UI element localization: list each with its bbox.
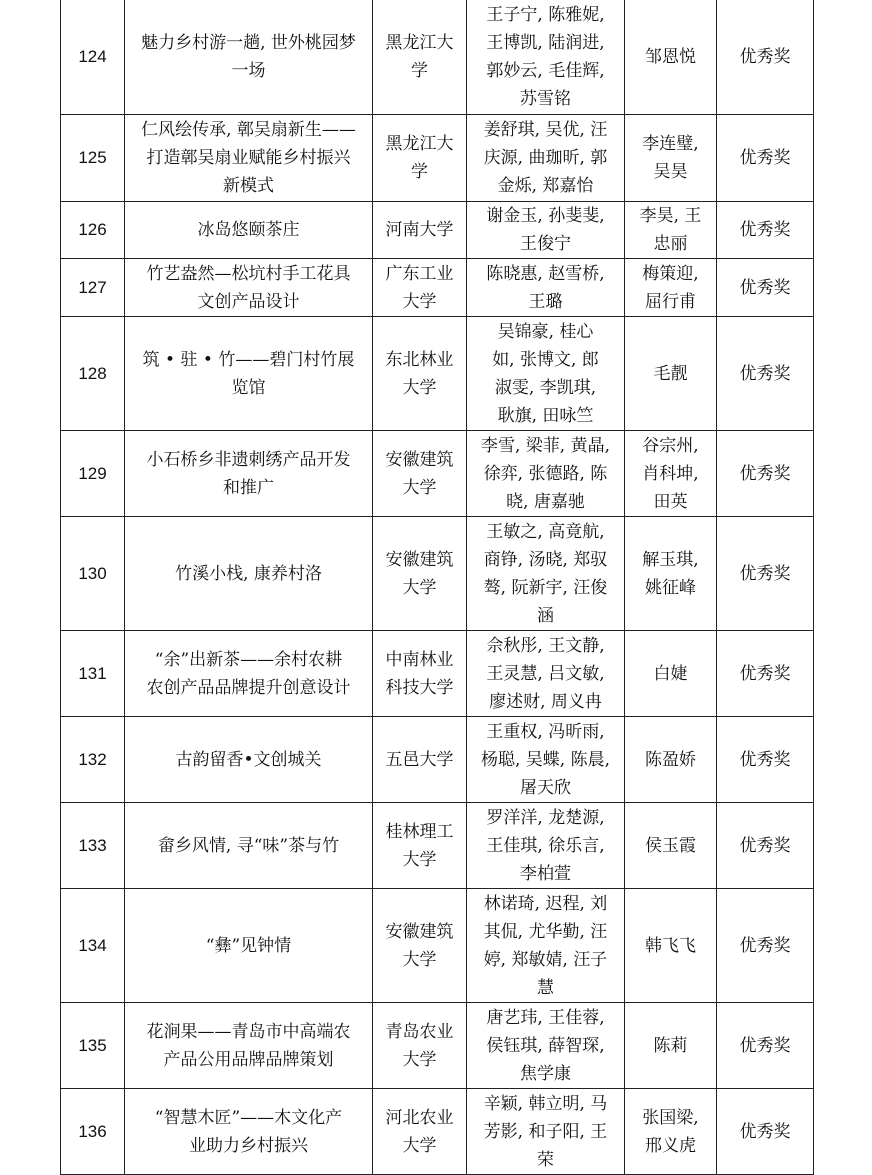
project-title: 仁风绘传承, 鄣吴扇新生—— 打造鄣吴扇业赋能乡村振兴 新模式	[125, 115, 373, 202]
university: 黑龙江大 学	[373, 115, 467, 202]
entry-number: 128	[61, 317, 125, 431]
award-level: 优秀奖	[717, 259, 814, 317]
university: 河北农业 大学	[373, 1089, 467, 1175]
project-title: “智慧木匠”——木文化产 业助力乡村振兴	[125, 1089, 373, 1175]
awards-table	[60, 0, 814, 1175]
advisor: 张国梁, 邢义虎	[625, 1089, 717, 1175]
award-level: 优秀奖	[717, 631, 814, 717]
award-level: 优秀奖	[717, 1089, 814, 1175]
entry-number: 124	[61, 0, 125, 115]
project-title: 畲乡风情, 寻“味”茶与竹	[125, 803, 373, 889]
advisor: 侯玉霞	[625, 803, 717, 889]
team-members: 佘秋彤, 王文静, 王灵慧, 吕文敏, 廖述财, 周义冉	[467, 631, 625, 717]
award-level: 优秀奖	[717, 803, 814, 889]
table-row	[61, 889, 814, 1003]
university: 河南大学	[373, 202, 467, 259]
project-title: 花涧果——青岛市中高端农 产品公用品牌品牌策划	[125, 1003, 373, 1089]
entry-number: 127	[61, 259, 125, 317]
university: 安徽建筑 大学	[373, 431, 467, 517]
table-row	[61, 431, 814, 517]
university: 安徽建筑 大学	[373, 517, 467, 631]
table-row	[61, 717, 814, 803]
advisor: 谷宗州, 肖科坤, 田英	[625, 431, 717, 517]
university: 桂林理工 大学	[373, 803, 467, 889]
team-members: 王重权, 冯昕雨, 杨聪, 吴蝶, 陈晨, 屠天欣	[467, 717, 625, 803]
project-title: “余”出新茶——余村农耕 农创产品品牌提升创意设计	[125, 631, 373, 717]
project-title: 古韵留香•文创城关	[125, 717, 373, 803]
advisor: 解玉琪, 姚征峰	[625, 517, 717, 631]
entry-number: 132	[61, 717, 125, 803]
award-level: 优秀奖	[717, 202, 814, 259]
university: 五邑大学	[373, 717, 467, 803]
team-members: 姜舒琪, 吴优, 汪 庆源, 曲珈昕, 郭 金烁, 郑嘉怡	[467, 115, 625, 202]
award-level: 优秀奖	[717, 317, 814, 431]
project-title: 竹艺盎然—松坑村手工花具 文创产品设计	[125, 259, 373, 317]
entry-number: 133	[61, 803, 125, 889]
table-row	[61, 259, 814, 317]
entry-number: 136	[61, 1089, 125, 1175]
award-level: 优秀奖	[717, 717, 814, 803]
project-title: 魅力乡村游一趟, 世外桃园梦 一场	[125, 0, 373, 115]
award-level: 优秀奖	[717, 431, 814, 517]
table-row	[61, 517, 814, 631]
entry-number: 135	[61, 1003, 125, 1089]
team-members: 罗洋洋, 龙楚源, 王佳琪, 徐乐言, 李柏萱	[467, 803, 625, 889]
award-level: 优秀奖	[717, 0, 814, 115]
award-level: 优秀奖	[717, 115, 814, 202]
table-row	[61, 631, 814, 717]
team-members: 王子宁, 陈雅妮, 王博凯, 陆润进, 郭妙云, 毛佳辉, 苏雪铭	[467, 0, 625, 115]
project-title: 冰岛悠颐茶庄	[125, 202, 373, 259]
project-title: 小石桥乡非遗刺绣产品开发 和推广	[125, 431, 373, 517]
advisor: 毛靓	[625, 317, 717, 431]
team-members: 王敏之, 高竟航, 商铮, 汤晓, 郑驭 骜, 阮新宇, 汪俊 涵	[467, 517, 625, 631]
entry-number: 129	[61, 431, 125, 517]
team-members: 李雪, 梁菲, 黄晶, 徐弈, 张德路, 陈 晓, 唐嘉驰	[467, 431, 625, 517]
entry-number: 130	[61, 517, 125, 631]
advisor: 李昊, 王 忠丽	[625, 202, 717, 259]
team-members: 辛颖, 韩立明, 马 芳影, 和子阳, 王 荣	[467, 1089, 625, 1175]
team-members: 林诺琦, 迟程, 刘 其侃, 尤华勤, 汪 婷, 郑敏婧, 汪子 慧	[467, 889, 625, 1003]
advisor: 李连璧, 吴昊	[625, 115, 717, 202]
table-row	[61, 202, 814, 259]
entry-number: 131	[61, 631, 125, 717]
university: 青岛农业 大学	[373, 1003, 467, 1089]
entry-number: 134	[61, 889, 125, 1003]
table-row	[61, 1089, 814, 1175]
team-members: 唐艺玮, 王佳蓉, 侯钰琪, 薛智琛, 焦学康	[467, 1003, 625, 1089]
advisor: 邹恩悦	[625, 0, 717, 115]
award-level: 优秀奖	[717, 889, 814, 1003]
project-title: “彝”见钟情	[125, 889, 373, 1003]
team-members: 吴锦豪, 桂心 如, 张博文, 郎 淑雯, 李凯琪, 耿旗, 田咏竺	[467, 317, 625, 431]
university: 中南林业 科技大学	[373, 631, 467, 717]
table-row	[61, 115, 814, 202]
table-row	[61, 0, 814, 115]
entry-number: 125	[61, 115, 125, 202]
university: 东北林业 大学	[373, 317, 467, 431]
university: 安徽建筑 大学	[373, 889, 467, 1003]
team-members: 谢金玉, 孙斐斐, 王俊宁	[467, 202, 625, 259]
awards-table-body	[61, 0, 814, 1175]
university: 广东工业 大学	[373, 259, 467, 317]
project-title: 筑 • 驻 • 竹——碧门村竹展 览馆	[125, 317, 373, 431]
table-row	[61, 803, 814, 889]
project-title: 竹溪小栈, 康养村洛	[125, 517, 373, 631]
table-row	[61, 1003, 814, 1089]
table-row	[61, 317, 814, 431]
advisor: 韩飞飞	[625, 889, 717, 1003]
entry-number: 126	[61, 202, 125, 259]
advisor: 陈盈娇	[625, 717, 717, 803]
advisor: 梅策迎, 屈行甫	[625, 259, 717, 317]
university: 黑龙江大 学	[373, 0, 467, 115]
award-level: 优秀奖	[717, 1003, 814, 1089]
team-members: 陈晓惠, 赵雪桥, 王璐	[467, 259, 625, 317]
award-level: 优秀奖	[717, 517, 814, 631]
advisor: 陈莉	[625, 1003, 717, 1089]
advisor: 白婕	[625, 631, 717, 717]
